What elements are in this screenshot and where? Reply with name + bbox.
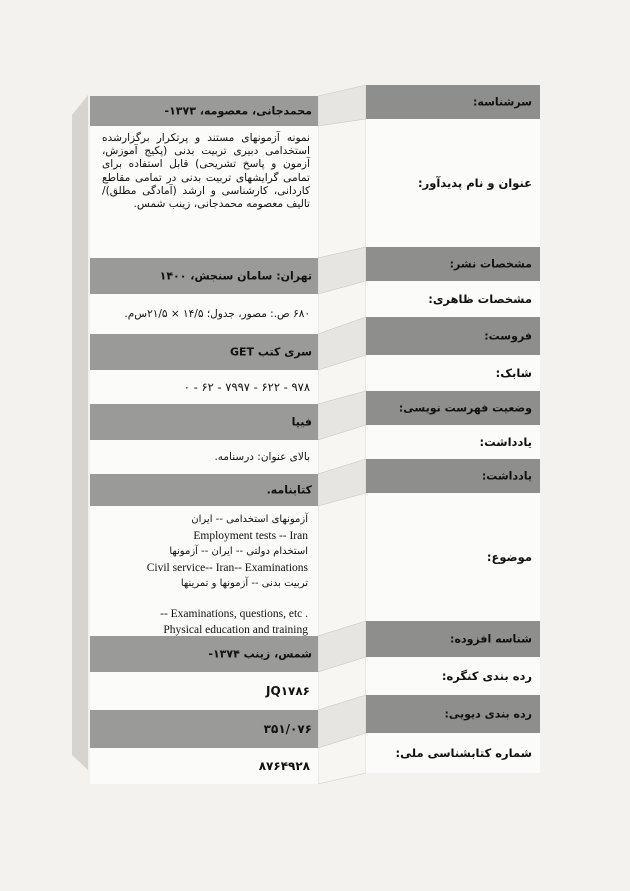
label-publication-text: مشخصات نشر: [449,257,532,271]
label-series [366,317,540,355]
value-main-entry-text: محمدجانی، معصومه، ۱۳۷۳- [164,104,312,118]
label-title-text: عنوان و نام پدیدآور: [418,176,532,190]
value-note-1 [90,440,318,474]
label-dewey-class-text: رده بندی دیویی: [444,707,532,721]
value-isbn-text: ۹۷۸ - ۶۲۲ - ۷۹۹۷ - ۶۲ - ۰ [183,380,310,394]
value-lc-class-text: JQ۱۷۸۶ [266,684,310,698]
label-lc-class [366,657,540,695]
label-note-2 [366,459,540,493]
label-national-bib-no [366,733,540,773]
value-title [90,126,318,258]
subject-item: Physical education and training [163,624,308,636]
value-note-1-text: بالای عنوان: درسنامه. [214,451,310,463]
label-note-1 [366,425,540,459]
label-title [366,119,540,247]
label-lc-class-text: رده بندی کنگره: [441,669,532,683]
value-national-bib-no-text: ۸۷۶۴۹۲۸ [258,759,310,773]
value-series-text: سری کتب GET [230,345,312,359]
value-note-2-text: کتابنامه. [266,483,312,497]
label-subject [366,493,540,621]
value-physical-text: ۶۸۰ ص.: مصور، جدول؛ ۱۴/۵ × ۲۱/۵س‌م. [124,308,310,320]
subject-item: تربیت بدنی -- آزمونها و تمرینها [180,578,308,589]
value-isbn [90,370,318,404]
label-subject-text: موضوع: [486,550,532,564]
value-dewey-class [90,710,318,748]
label-note-1-text: یادداشت: [479,435,532,449]
fold-connectors [318,85,366,785]
value-added-entry-text: شمس، زینب ۱۳۷۴- [208,647,312,661]
value-title-text: نمونه آزمونهای مستند و پرتکرار برگزارشده استخدامی دبیری تربیت بدنی (پکیج آموزش، آزمون و پاسخ تشریحی) قابل استفاده برای تمامی گرایشهای تربیت بدنی در تمامی مقاطع کاردانی، کارشناسی و ارشد (آمادگی مطلق)/ تالیف معصومه محمدجانی، زینب شمس. [102,132,310,211]
subject-item: Employment tests -- Iran [193,530,308,542]
label-main-entry [366,85,540,119]
value-series [90,334,318,370]
value-physical [90,294,318,334]
value-publication-text: تهران: سامان سنجش، ۱۴۰۰ [159,269,312,283]
value-publication [90,258,318,294]
label-national-bib-no-text: شماره کتابشناسی ملی: [395,746,532,760]
subject-list [100,512,308,636]
value-cataloging-status-text: فیپا [291,415,312,429]
label-physical [366,281,540,317]
label-isbn-text: شابک: [495,366,532,380]
label-main-entry-text: سرشناسه: [473,95,532,109]
value-national-bib-no [90,748,318,784]
value-main-entry [90,96,318,126]
value-dewey-class-text: ۳۵۱/۰۷۶ [263,722,312,736]
value-lc-class [90,672,318,710]
label-cataloging-status-text: وضعیت فهرست نویسی: [398,401,532,415]
label-physical-text: مشخصات ظاهری: [428,292,532,306]
label-added-entry-text: شناسه افزوده: [450,632,532,646]
label-cataloging-status [366,391,540,425]
subject-item: استخدام دولتی -- ایران -- آزمونها [169,546,308,557]
label-publication [366,247,540,281]
value-subject [90,506,318,636]
subject-item: Civil service-- Iran-- Examinations [146,562,308,574]
page-shadow [52,95,88,770]
subject-item: -- Examinations, questions, etc . [160,608,308,620]
subject-item: آزمونهای استخدامی -- ایران [191,514,308,525]
value-cataloging-status [90,404,318,440]
label-dewey-class [366,695,540,733]
label-series-text: فروست: [484,329,532,343]
label-added-entry [366,621,540,657]
value-added-entry [90,636,318,672]
label-isbn [366,355,540,391]
label-note-2-text: یادداشت: [481,469,532,483]
value-note-2 [90,474,318,506]
